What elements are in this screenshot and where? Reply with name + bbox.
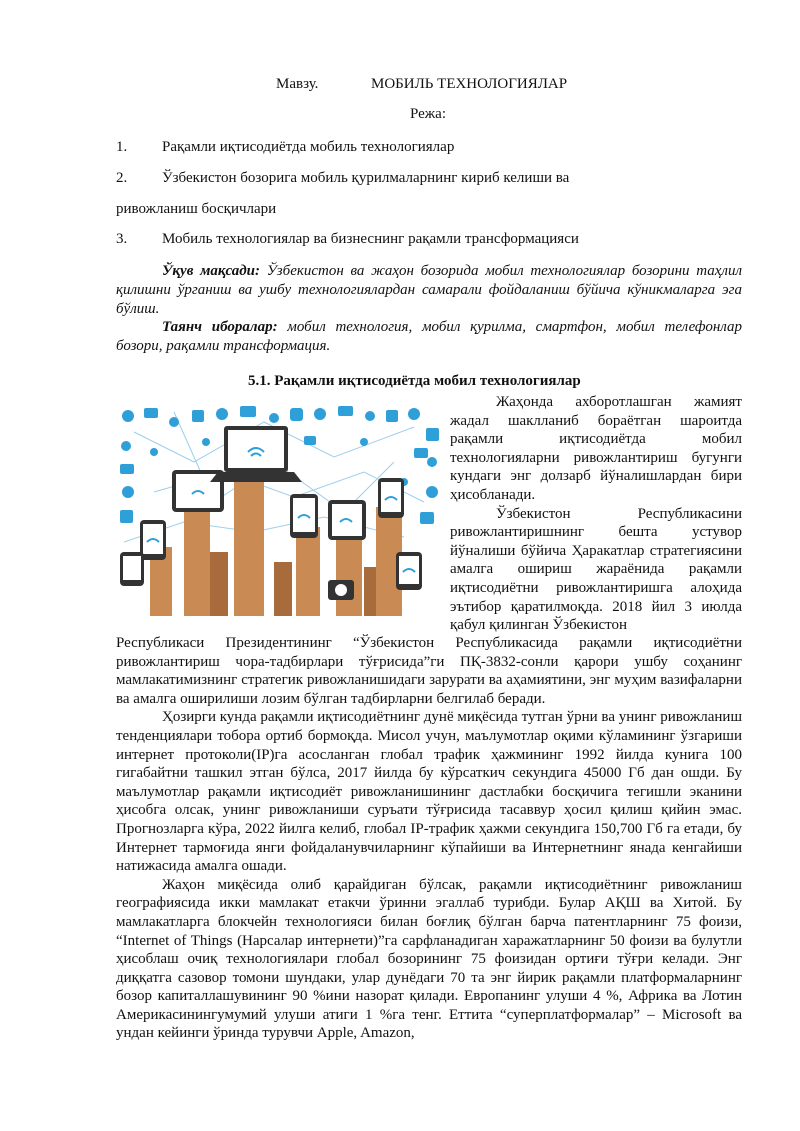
plan-item-2-continuation: ривожланиш босқичлари	[116, 201, 277, 217]
paragraph: Ҳозирги кунда рақамли иқтисодиётнинг дунё миқёсида тутган ўрни ва унинг ривожланиш тенденциялари тобора ортиб бормоқда. Мисол учун, маълумотлар оқими кўламининг ўзгариши интернет протоколи(IP)га асосланган глобал трафик ҳажмининг 1992 йилда кунига 100 гигабайтни ташкил этган бўлса, 2017 йилда бу кўрсаткич секундига 45000 Гб дан ошди. Бу маълумотлар рақамли иқтисодиёт ривожланишининг дастлабки босқичига тегишли эканини ҳисобга олсак, унинг ривожланиши суръати тўғрисида тасаввур ҳосил қилиш қийин эмас. Прогнозларга кўра, 2022 йилга келиб, глобал IP-трафик ҳажми секундига 150,700 Гб га етади, бу Интернет тармоғида янги фойдаланувчиларнинг кўпайиши ва Интернетнинг янада кенгайиши натижасида амалга ошади.	[116, 709, 742, 875]
keywords	[116, 318, 742, 356]
paragraph: Жаҳон миқёсида олиб қарайдиган бўлсак, рақамли иқтисодиётнинг ривожланиш географиясида икки мамлакат етакчи ўринни эгаллаб турибди. Булар АҚШ ва Хитой. Бу мамлакатларга блокчейн технологияси билан боғлиқ бўлган барча патентларнинг 75 фоизи, “Internet of Things (Нарсалар интернети)”га сарфланадиган харажатларнинг 50 фоизи ва булутли ҳисоблаш очиқ технологиялари глобал бозорининг 75 фоизидан ортиғи тўғри келади. Энг диққатга сазовор томони шундаки, улар дунёдаги 70 та энг йирик рақамли платформаларнинг бозор капиталлашувининг 90 %ини назорат қилади. Европанинг улуши 4 %, Африка ва Лотин Америкасинингумумий улуши атиги 1 %га тенг. Еттита “суперплатформалар” – Microsoft ва ундан кейинги ўринда турувчи Apple, Amazon,	[116, 876, 742, 1042]
hands-holding-mobile-devices-icon	[114, 402, 444, 616]
topic-label: Мавзу.	[276, 76, 319, 92]
keywords-text: мобил технология, мобил қурилма, смартфон, мобил телефонлар бозори, рақамли трансформация.	[116, 319, 742, 354]
section-heading: 5.1. Рақамли иқтисодиётда мобил технологиялар	[248, 373, 581, 389]
paragraph: Жаҳонда ахборотлашган жамият жадал шаклланиб бораётган шароитда рақамли иқтисодиётда мобил технологияларни ривожлантириш бугунги кундаги энг долзарб йўналишлардан бири ҳисобланади.	[450, 394, 742, 503]
plan-item-text: Мобиль технологиялар ва бизнеснинг рақамли трансформацияси	[162, 231, 579, 247]
learning-goal	[116, 262, 742, 319]
plan-heading: Режа:	[410, 106, 446, 122]
goal-text: Ўзбекистон ва жаҳон бозорида мобил технологиялар бозорини таҳлил қилишни ўрганиш ва ушбу технологиялардан самарали фойдаланиш бўйича кўникмаларга эга бўлиш.	[116, 263, 742, 317]
plan-item-number: 2.	[116, 170, 128, 186]
goal-label: Ўқув мақсади:	[162, 263, 261, 279]
paragraph: Республикаси Президентининг “Ўзбекистон Республикасида рақамли иқтисодиётни ривожлантириш чора-тадбирлари тўғрисида”ги ПҚ-3832-сонли қарори ушбу соҳанинг мамлакатимизнинг стратегик ривожланишидаги зарурати ва аҳамиятини, энг муҳим вазифаларни ва амалга оширилиши лозим бўлган тадбирларни белгилаб беради.	[116, 635, 742, 707]
keywords-label: Таянч иборалар:	[162, 319, 278, 335]
section-body-text	[116, 634, 742, 1043]
section-column-text	[450, 393, 742, 635]
plan-item-text: Рақамли иқтисодиётда мобиль технологиялар	[162, 139, 455, 155]
paragraph: Ўзбекистон Республикасини ривожлантиришнинг бешта устувор йўналиши бўйича Ҳаракатлар стратегиясини амалга ошириш жараёнида рақамли иқтисодиётни ривожлантиришга алоҳида эътибор қаратилмоқда. 2018 йил 3 июлда қабул қилинган Ўзбекистон	[450, 505, 742, 634]
topic-title: МОБИЛЬ ТЕХНОЛОГИЯЛАР	[371, 76, 568, 92]
plan-item-number: 3.	[116, 231, 128, 247]
plan-item-text: Ўзбекистон бозорига мобиль қурилмаларнинг кириб келиши ва	[162, 170, 570, 186]
plan-item-number: 1.	[116, 139, 128, 155]
